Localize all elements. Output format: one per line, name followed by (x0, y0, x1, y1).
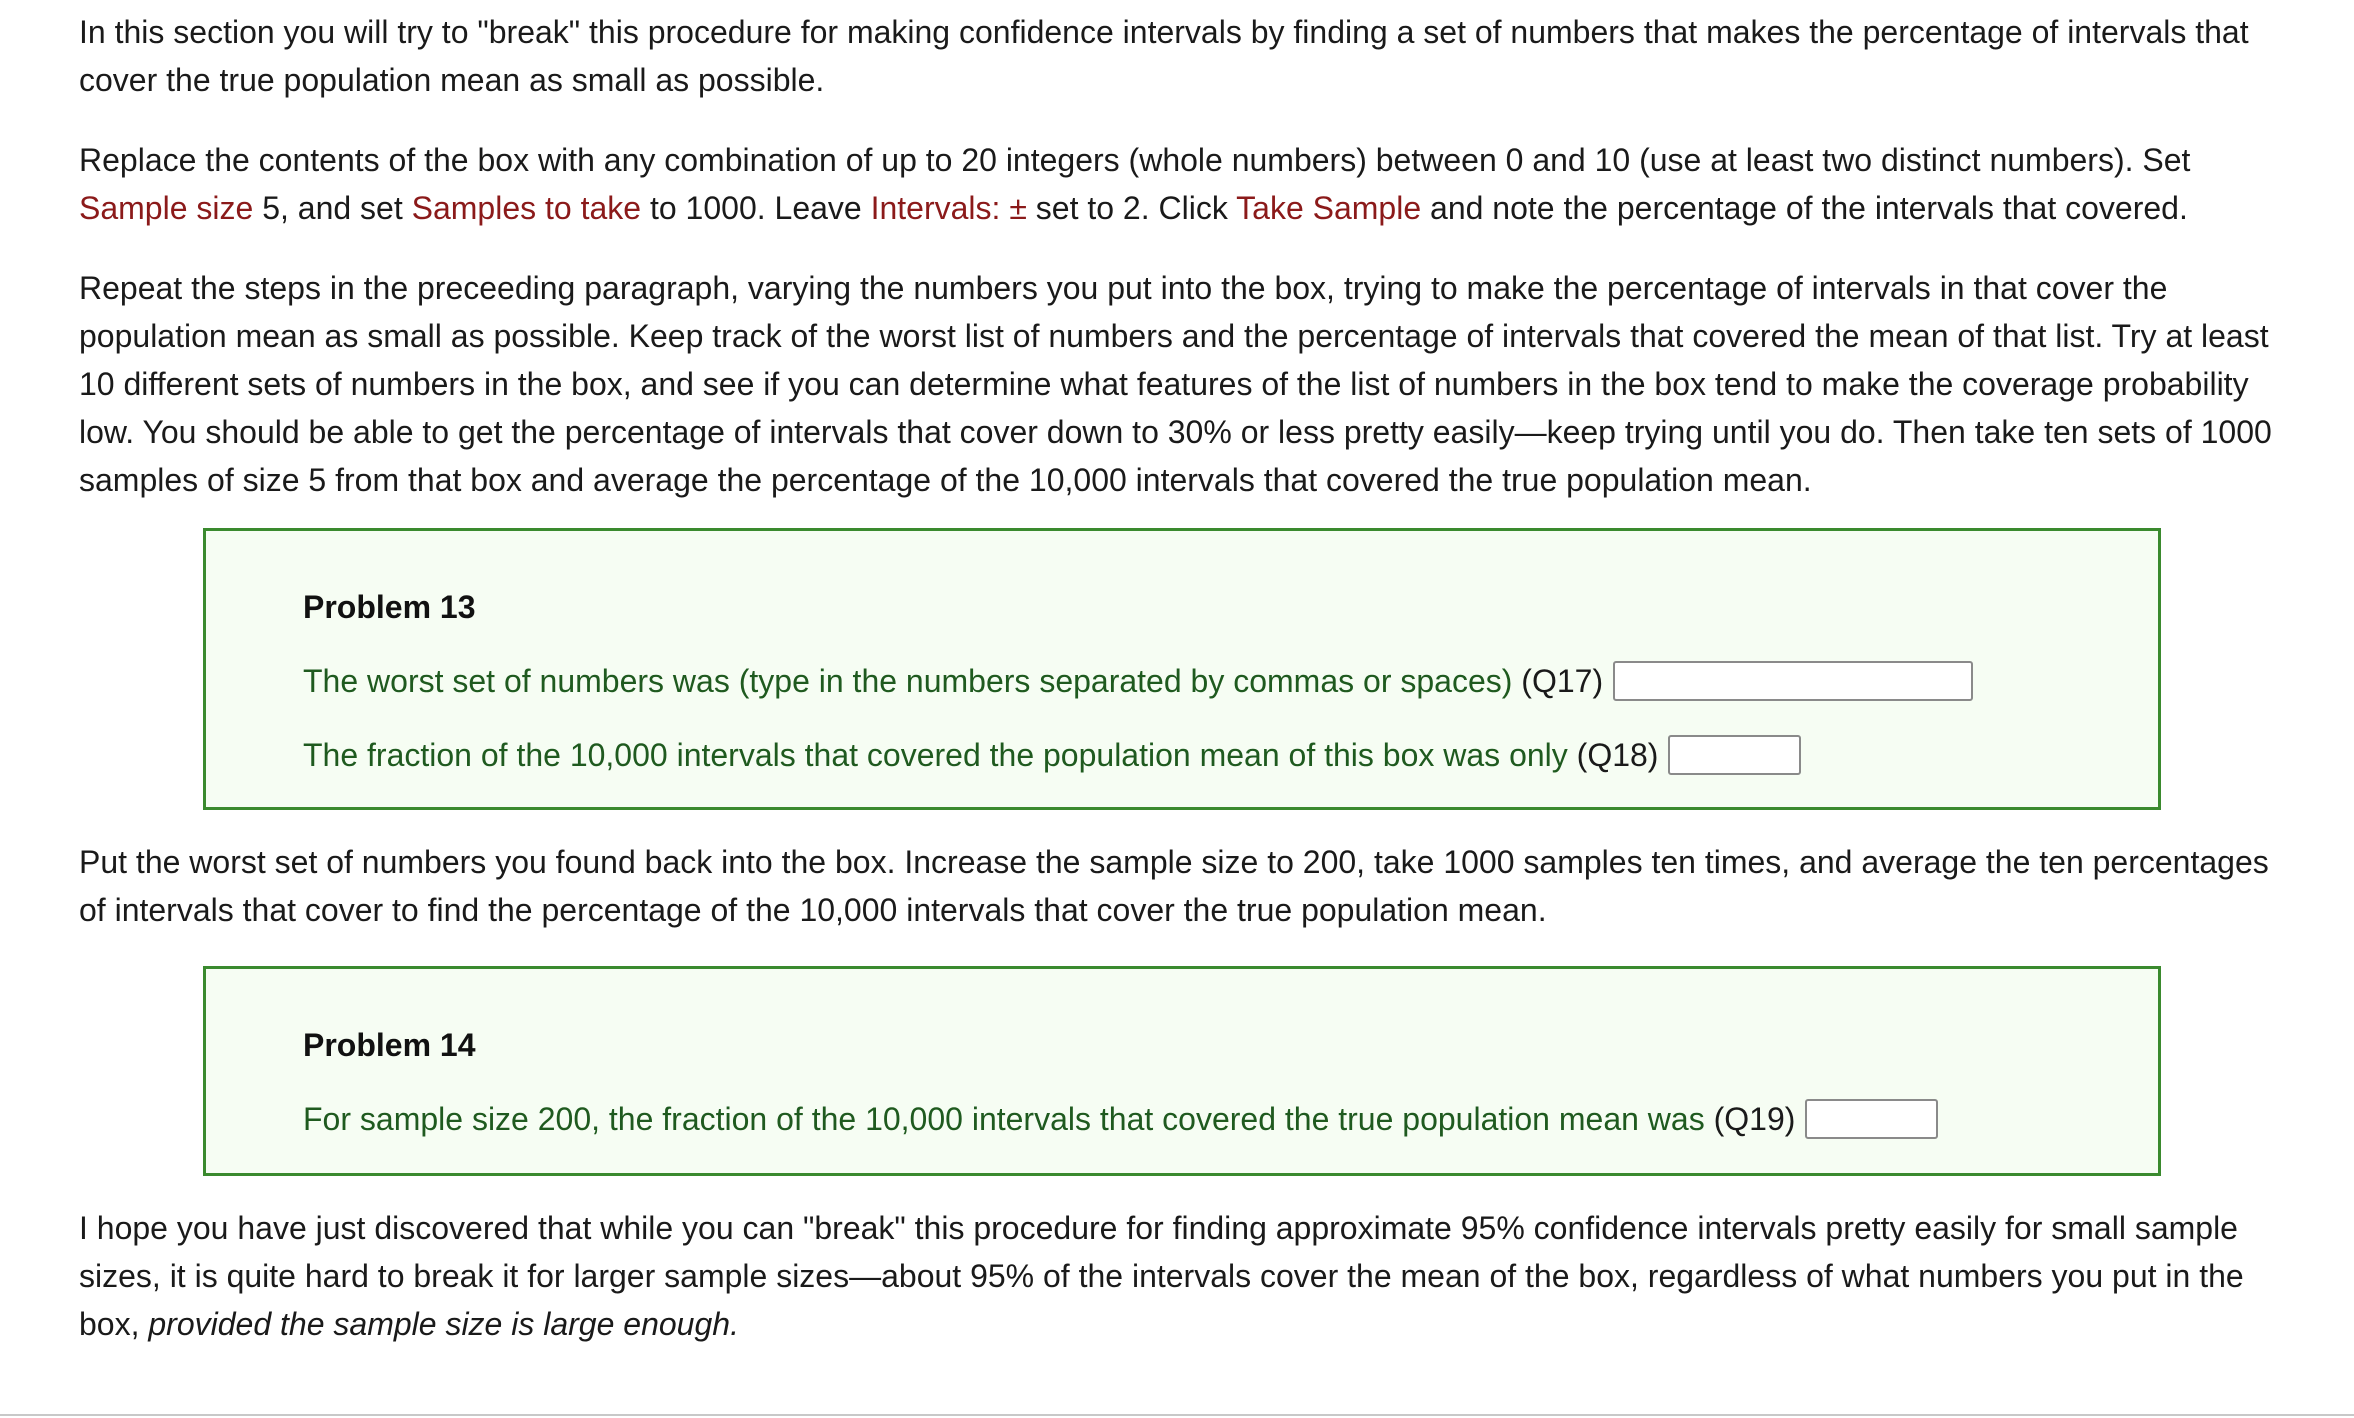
instructions-paragraph (79, 136, 2279, 232)
conclusion-text: I hope you have just discovered that while you can "break" this procedure for finding approximate 95% confidence intervals pretty easily for small sample sizes, it is quite hard to break it for larger sample sizes—about 95% of the intervals cover the mean of the box, regardless of what numbers you put in the box, (79, 1210, 2244, 1342)
instructions-text-2: 5, and set (253, 190, 412, 226)
term-take-sample: Take Sample (1236, 190, 1422, 226)
q17-tag: (Q17) (1521, 663, 1604, 699)
q17-input[interactable] (1613, 661, 1973, 701)
main-content (79, 8, 2279, 1348)
intro-paragraph: In this section you will try to "break" this procedure for making confidence intervals by finding a set of numbers that makes the percentage of intervals that cover the true population mean as small as possible. (79, 14, 2249, 98)
problem-14-box (203, 966, 2161, 1176)
q17-text: The worst set of numbers was (type in the numbers separated by commas or spaces) (303, 663, 1513, 699)
q19-line (303, 1095, 2158, 1143)
term-samples-to-take: Samples to take (411, 190, 642, 226)
problem-14-title: Problem 14 (303, 1027, 476, 1063)
q19-input[interactable] (1805, 1099, 1938, 1139)
instructions-text-3: to 1000. Leave (641, 190, 871, 226)
q19-text: For sample size 200, the fraction of the 10,000 intervals that covered the true population mean was (303, 1101, 1705, 1137)
term-intervals: Intervals: ± (870, 190, 1027, 226)
problem-13-title: Problem 13 (303, 589, 476, 625)
q19-tag: (Q19) (1713, 1101, 1796, 1137)
instructions-text-4: set to 2. Click (1026, 190, 1237, 226)
q18-text: The fraction of the 10,000 intervals that covered the population mean of this box was only (303, 737, 1568, 773)
q18-line (303, 731, 2158, 779)
q18-tag: (Q18) (1576, 737, 1659, 773)
conclusion-paragraph (79, 1204, 2279, 1348)
instructions-text-5: and note the percentage of the intervals that covered. (1421, 190, 2188, 226)
bottom-divider (0, 1414, 2354, 1416)
conclusion-emphasis: provided the sample size is large enough. (148, 1306, 739, 1342)
q17-line (303, 657, 2158, 705)
q18-input[interactable] (1668, 735, 1801, 775)
term-sample-size: Sample size (79, 190, 254, 226)
instructions-text-1: Replace the contents of the box with any combination of up to 20 integers (whole numbers) between 0 and 10 (use at least two distinct numbers). Set (79, 142, 2191, 178)
increase-sample-paragraph: Put the worst set of numbers you found back into the box. Increase the sample size to 200, take 1000 samples ten times, and average the ten percentages of intervals that cover to find the percentage of the 10,000 intervals that cover the true population mean. (79, 844, 2269, 928)
problem-13-box (203, 528, 2161, 810)
repeat-paragraph: Repeat the steps in the preceeding paragraph, varying the numbers you put into the box, trying to make the percentage of intervals in that cover the population mean as small as possible. Keep track of the worst list of numbers and the percentage of intervals that covered the mean of that list. Try at least 10 different sets of numbers in the box, and see if you can determine what features of the list of numbers in the box tend to make the coverage probability low. You should be able to get the percentage of intervals that cover down to 30% or less pretty easily—keep trying until you do. Then take ten sets of 1000 samples of size 5 from that box and average the percentage of the 10,000 intervals that covered the true population mean. (79, 270, 2272, 498)
